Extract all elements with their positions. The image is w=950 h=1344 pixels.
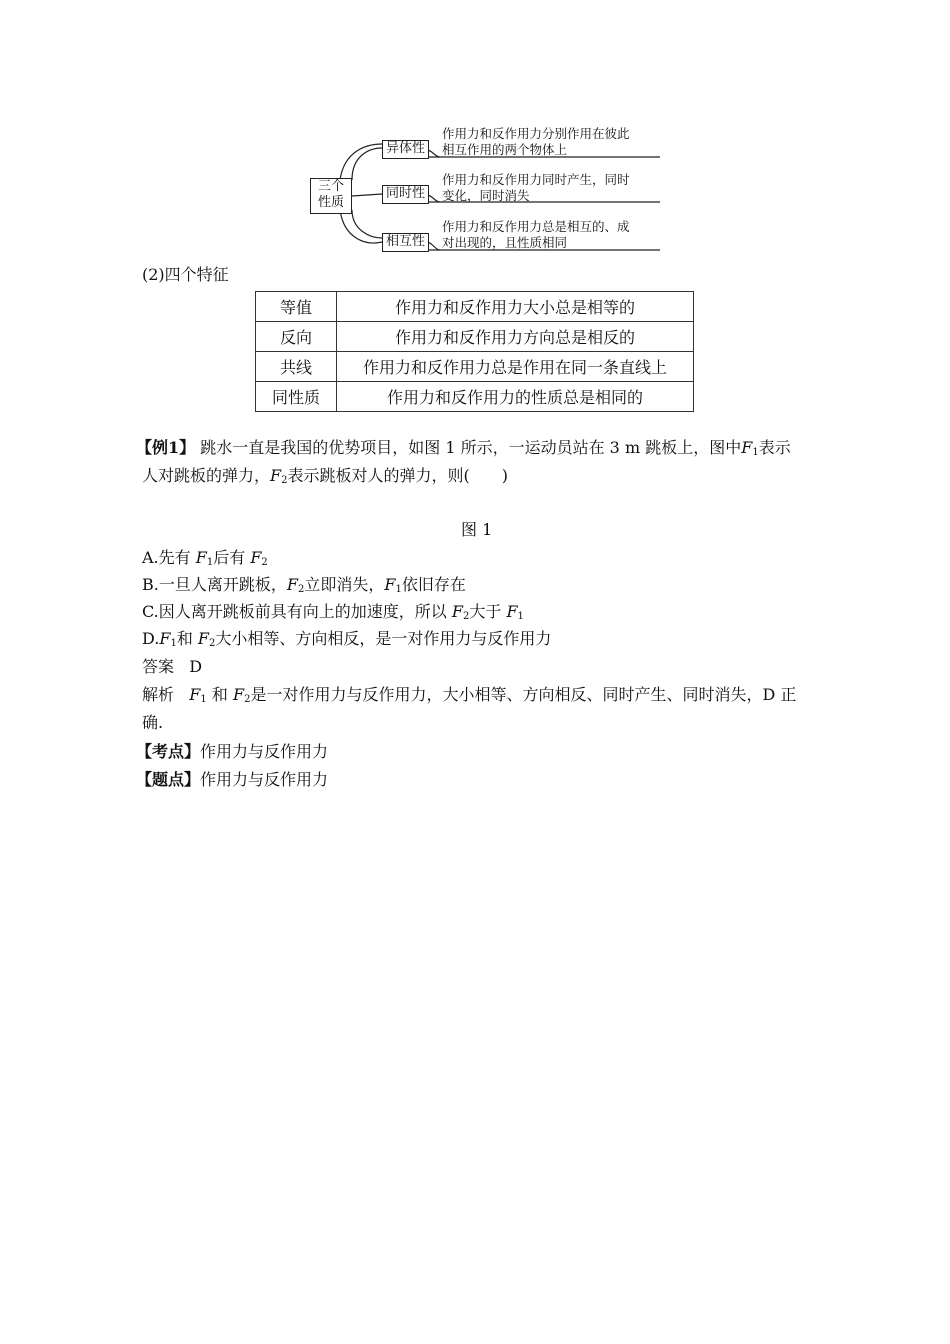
tidian-label: 【题点】 [136,770,201,789]
table-row [256,352,694,382]
subscript-1: 1 [752,447,759,458]
subscript-2: 2 [209,638,216,649]
branch-text-2b: 变化，同时消失 [442,188,530,203]
analysis-mid: 和 [211,685,233,704]
figure-caption: 图 1 [461,520,493,539]
symbol-F: F [741,438,753,457]
symbol-F: F [159,629,171,648]
subscript-1: 1 [517,611,524,622]
table-row [256,382,694,412]
option-c-text: C.因人离开跳板前具有向上的加速度，所以 [142,602,452,621]
option-b-text: B.一旦人离开跳板， [142,575,287,594]
subscript-2: 2 [244,694,251,705]
feature-value: 作用力和反作用力大小总是相等的 [337,292,694,322]
example-text-1: 跳水一直是我国的优势项目，如图 1 所示，一运动员站在 3 m 跳板上，图中 [200,438,742,457]
subscript-2: 2 [462,611,470,622]
subscript-1: 1 [395,584,402,595]
subscript-1: 1 [170,638,177,649]
tidian-value: 作用力与反作用力 [200,770,329,789]
option-d [142,628,551,655]
symbol-F: F [384,575,396,594]
kaodian-label: 【考点】 [136,742,201,761]
symbol-F: F [270,466,282,485]
branch-text-1b: 相互作用的两个物体上 [442,142,568,157]
diagram-center-box [310,178,352,214]
feature-key: 共线 [256,352,337,382]
feature-key: 反向 [256,322,337,352]
symbol-F: F [189,685,201,704]
subscript-1: 1 [206,557,214,568]
feature-value: 作用力和反作用力总是作用在同一条直线上 [337,352,694,382]
feature-key: 等值 [256,292,337,322]
feature-value: 作用力和反作用力的性质总是相同的 [337,382,694,412]
option-c [142,601,524,628]
branch-text-3a: 作用力和反作用力总是相互的、成 [442,219,630,234]
answer-line [142,656,202,678]
symbol-F: F [197,629,210,648]
example-line-1 [136,437,791,464]
subscript-1: 1 [200,694,207,705]
option-b-text-3: 依旧存在 [401,575,466,594]
branch-box-1: 异体性 [382,140,429,159]
feature-key: 同性质 [256,382,337,412]
option-b [142,574,466,601]
symbol-F: F [232,685,245,704]
table-row [256,322,694,352]
option-a-text-2: 后有 [213,548,251,567]
option-d-text-2: 和 [176,629,198,648]
option-a-text: A.先有 [142,548,196,567]
example-text-1-tail: 表示 [758,438,791,457]
kaodian-value: 作用力与反作用力 [200,742,329,761]
branch-box-2: 同时性 [382,185,429,204]
properties-diagram [300,120,660,260]
kaodian-line [136,741,328,763]
symbol-F: F [250,548,262,567]
branch-text-1a: 作用力和反作用力分别作用在彼此 [442,126,630,141]
example-text-2a: 人对跳板的弹力， [142,466,271,485]
example-tag: 【例1】 [136,438,196,457]
answer-value: D [189,657,203,676]
option-d-text: D. [142,629,160,648]
features-table [255,291,694,412]
option-c-text-2: 大于 [469,602,507,621]
center-label-line2: 性质 [317,195,344,210]
analysis-line-1 [142,684,796,711]
symbol-F: F [451,602,463,621]
example-text-2b: 表示跳板对人的弹力，则( ) [287,466,508,485]
analysis-line-2: 确. [142,713,164,732]
example-line-2 [142,465,508,492]
option-b-text-2: 立即消失， [304,575,385,594]
tidian-line [136,769,328,791]
symbol-F: F [195,548,207,567]
branch-box-3: 相互性 [382,233,429,252]
branch-text-2a: 作用力和反作用力同时产生，同时 [442,172,630,187]
analysis-rest: 是一对作用力与反作用力，大小相等、方向相反、同时产生、同时消失，D 正 [250,685,797,704]
option-d-text-3: 大小相等、方向相反，是一对作用力与反作用力 [215,629,552,648]
subscript-2: 2 [261,557,268,568]
center-label-line1: 三个 [317,179,344,194]
table-row [256,292,694,322]
section-heading: (2)四个特征 [142,265,229,284]
branch-text-3b: 对出现的，且性质相同 [442,235,568,250]
symbol-F: F [506,602,518,621]
subscript-2: 2 [297,584,305,595]
symbol-F: F [286,575,298,594]
analysis-label: 解析 [142,685,175,704]
feature-value: 作用力和反作用力方向总是相反的 [337,322,694,352]
answer-label: 答案 [142,657,175,676]
option-a [142,547,268,574]
subscript-2: 2 [281,475,288,486]
